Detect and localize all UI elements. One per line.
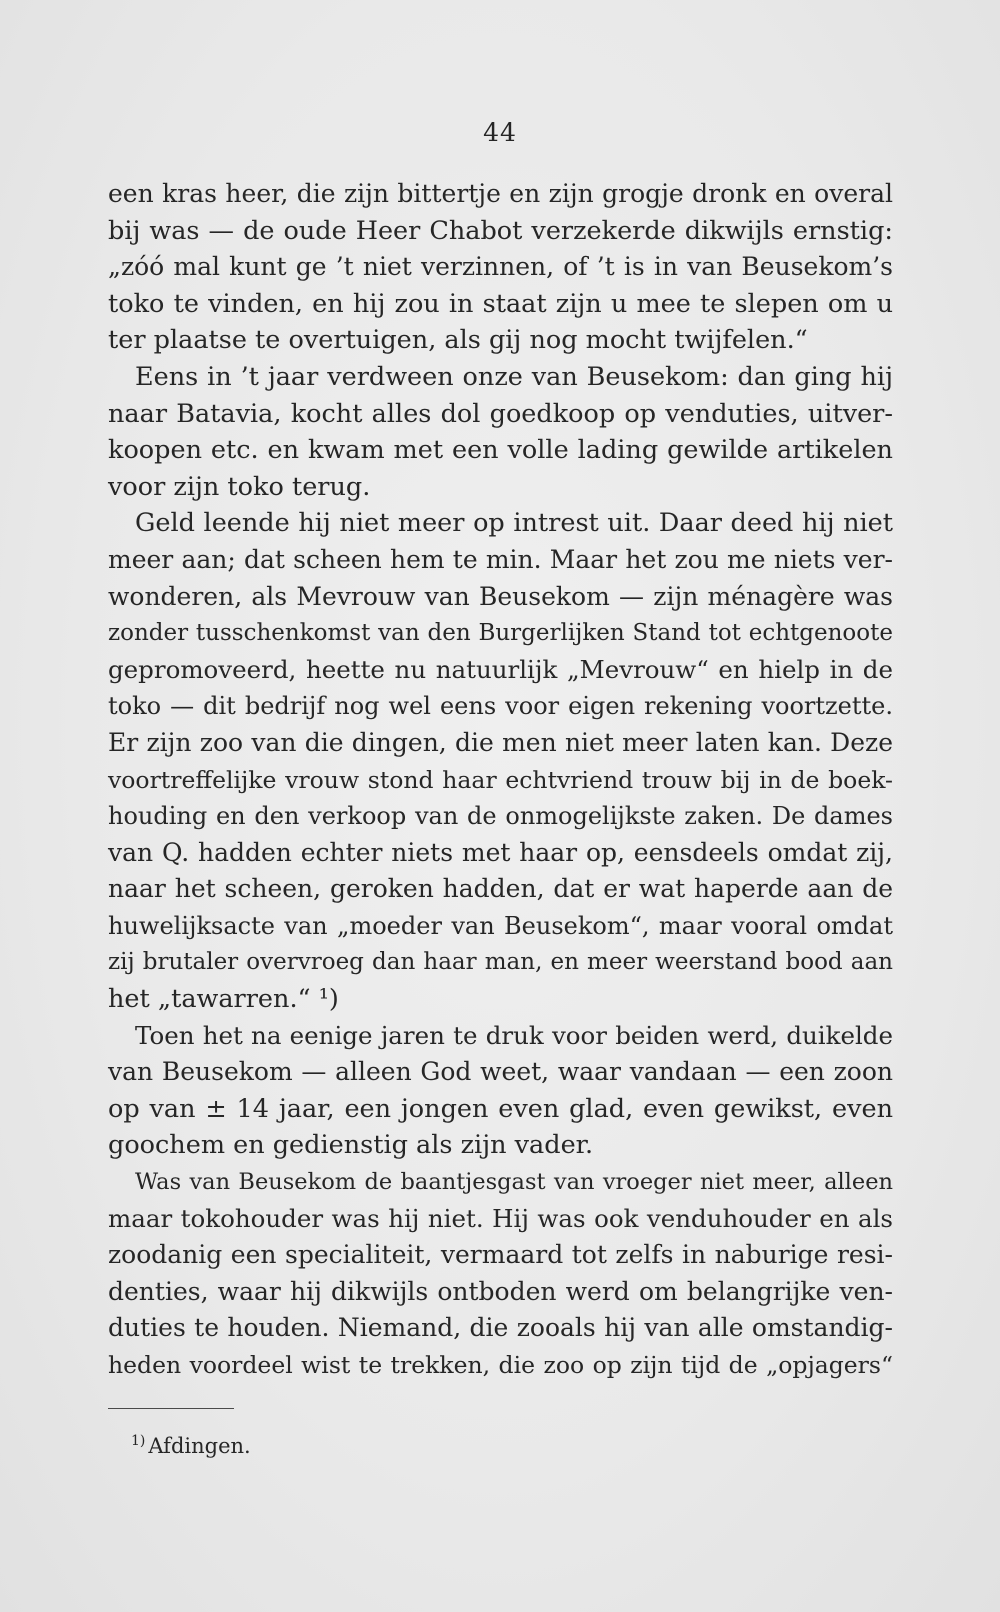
text-line: houding en den verkoop van de onmogelijkste zaken. De dames bbox=[108, 802, 893, 831]
text-line: maar tokohouder was hij niet. Hij was ook venduhouder en als bbox=[108, 1203, 893, 1233]
body-text bbox=[108, 176, 893, 1384]
text-line: huwelijksacte van „moeder van Beusekom“, maar vooral omdat bbox=[108, 911, 893, 940]
text-line: op van ± 14 jaar, een jongen even glad, even gewikst, even bbox=[108, 1093, 893, 1124]
text-line: Geld leende hij niet meer op intrest uit. Daar deed hij niet bbox=[135, 508, 893, 539]
text-line: van Beusekom — alleen God weet, waar vandaan — een zoon bbox=[108, 1057, 893, 1087]
text-line: naar Batavia, kocht alles dol goedkoop op venduties, uitver- bbox=[108, 398, 893, 429]
text-line: toko te vinden, en hij zou in staat zijn u mee te slepen om u bbox=[108, 288, 893, 319]
text-line: meer aan; dat scheen hem te min. Maar het zou me niets ver- bbox=[108, 544, 893, 574]
text-line: koopen etc. en kwam met een volle lading gewilde artikelen bbox=[108, 435, 893, 466]
text-line: Was van Beusekom de baantjesgast van vroeger niet meer, alleen bbox=[135, 1169, 893, 1196]
text-line: Toen het na eenige jaren te druk voor beiden werd, duikelde bbox=[135, 1020, 893, 1050]
text-line: toko — dit bedrijf nog wel eens voor eigen rekening voortzette. bbox=[108, 692, 893, 721]
text-line: „zóó mal kunt ge ’t niet verzinnen, of ’t is in van Beusekom’s bbox=[108, 252, 893, 282]
footnote-mark: 1) bbox=[131, 1433, 146, 1449]
text-line: denties, waar hij dikwijls ontboden werd om belangrijke ven- bbox=[108, 1276, 893, 1306]
text-line: van Q. hadden echter niets met haar op, eensdeels omdat zij, bbox=[108, 837, 893, 867]
text-line: bij was — de oude Heer Chabot verzekerde dikwijls ernstig: bbox=[108, 215, 893, 246]
text-line: voor zijn toko terug. bbox=[108, 471, 371, 502]
text-line: gepromoveerd, heette nu natuurlijk „Mevrouw“ en hielp in de bbox=[108, 654, 893, 684]
text-line: wonderen, als Mevrouw van Beusekom — zijn ménagère was bbox=[108, 581, 893, 611]
footnote bbox=[131, 1433, 251, 1458]
footnote-text: Afdingen. bbox=[148, 1434, 251, 1458]
text-line: ter plaatse te overtuigen, als gij nog mocht twijfelen.“ bbox=[108, 325, 808, 356]
text-line: duties te houden. Niemand, die zooals hij van alle omstandig- bbox=[108, 1313, 893, 1343]
text-line: Eens in ’t jaar verdween onze van Beusekom: dan ging hij bbox=[135, 361, 893, 392]
text-line: goochem en gedienstig als zijn vader. bbox=[108, 1130, 594, 1161]
text-line: zonder tusschenkomst van den Burgerlijken Stand tot echtgenoote bbox=[108, 620, 893, 647]
text-line: voortreffelijke vrouw stond haar echtvriend trouw bij in de boek- bbox=[108, 765, 893, 794]
text-line: een kras heer, die zijn bittertje en zijn grogje dronk en overal bbox=[108, 179, 893, 208]
text-line: zoodanig een specialiteit, vermaard tot zelfs in naburige resi- bbox=[108, 1240, 893, 1270]
text-line: zij brutaler overvroeg dan haar man, en meer weerstand bood aan bbox=[108, 949, 893, 976]
text-line: het „tawarren.“ ¹) bbox=[108, 984, 339, 1015]
text-line: naar het scheen, geroken hadden, dat er wat haperde aan de bbox=[108, 874, 893, 904]
page-number: 44 bbox=[483, 118, 517, 147]
text-line: Er zijn zoo van die dingen, die men niet meer laten kan. Deze bbox=[108, 727, 893, 757]
footnote-divider bbox=[108, 1408, 234, 1409]
text-line: heden voordeel wist te trekken, die zoo op zijn tijd de „opjagers“ bbox=[108, 1351, 893, 1379]
